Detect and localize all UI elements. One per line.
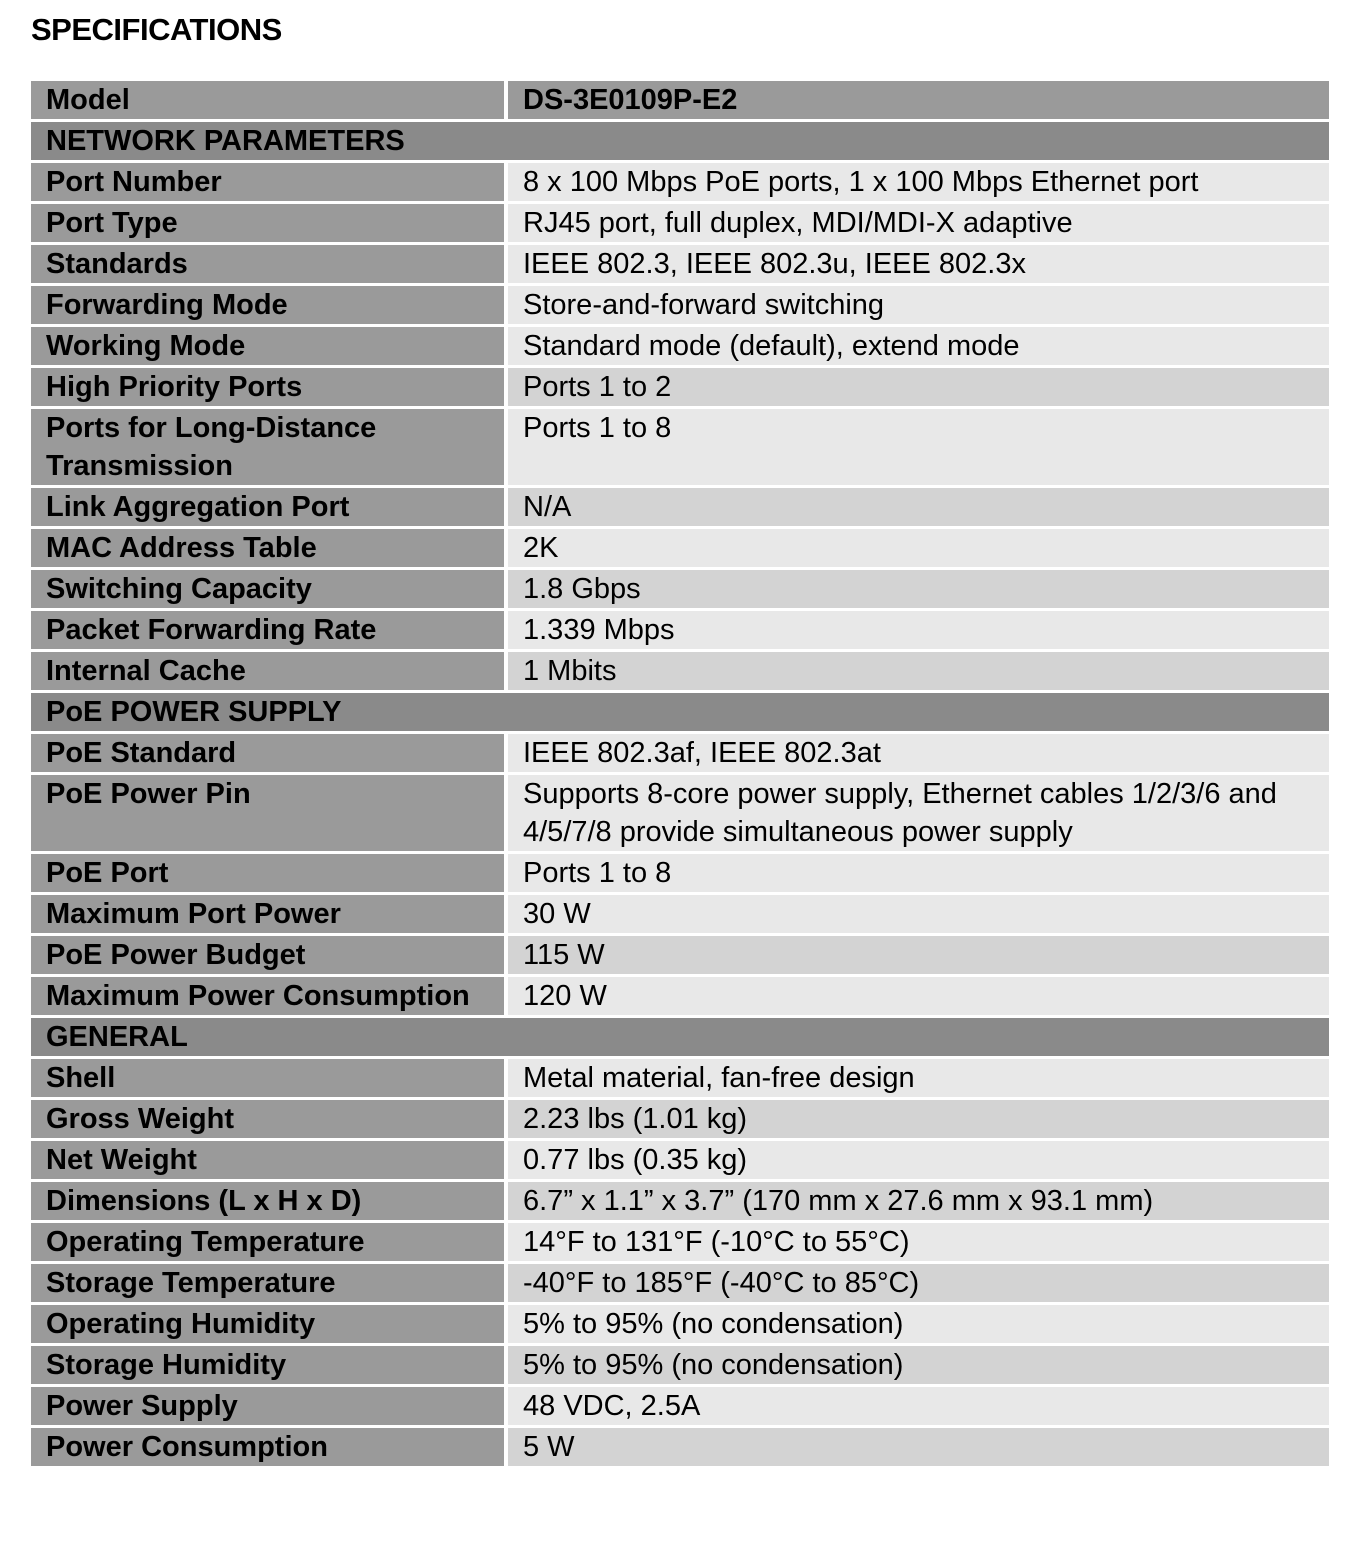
spec-value: -40°F to 185°F (-40°C to 85°C) (506, 1263, 1329, 1304)
spec-value: Supports 8-core power supply, Ethernet cables 1/2/3/6 and 4/5/7/8 provide simultaneous power supply (506, 774, 1329, 853)
table-row (31, 1427, 1329, 1467)
spec-value: Store-and-forward switching (506, 285, 1329, 326)
table-row (31, 976, 1329, 1017)
section-heading-poe (31, 692, 1329, 733)
spec-label: Maximum Port Power (31, 894, 506, 935)
spec-value: N/A (506, 487, 1329, 528)
spec-label: Power Supply (31, 1386, 506, 1427)
spec-value: 115 W (506, 935, 1329, 976)
page-title: SPECIFICATIONS (31, 12, 282, 47)
spec-label: Switching Capacity (31, 569, 506, 610)
table-row (31, 162, 1329, 203)
table-row (31, 487, 1329, 528)
table-row (31, 203, 1329, 244)
table-row (31, 569, 1329, 610)
spec-label: Port Type (31, 203, 506, 244)
table-row (31, 367, 1329, 408)
spec-value: 6.7” x 1.1” x 3.7” (170 mm x 27.6 mm x 93.1 mm) (506, 1181, 1329, 1222)
spec-value: 30 W (506, 894, 1329, 935)
table-row (31, 1181, 1329, 1222)
section-heading: NETWORK PARAMETERS (31, 121, 1329, 162)
spec-label: PoE Power Budget (31, 935, 506, 976)
spec-value: 48 VDC, 2.5A (506, 1386, 1329, 1427)
spec-label: High Priority Ports (31, 367, 506, 408)
spec-value: 0.77 lbs (0.35 kg) (506, 1140, 1329, 1181)
spec-value: 1.8 Gbps (506, 569, 1329, 610)
table-row (31, 1140, 1329, 1181)
spec-value: 5% to 95% (no condensation) (506, 1345, 1329, 1386)
spec-value: 2.23 lbs (1.01 kg) (506, 1099, 1329, 1140)
table-row (31, 1099, 1329, 1140)
model-value: DS-3E0109P-E2 (506, 81, 1329, 121)
spec-value: 1 Mbits (506, 651, 1329, 692)
spec-value: 1.339 Mbps (506, 610, 1329, 651)
spec-label: PoE Standard (31, 733, 506, 774)
spec-value: 5 W (506, 1427, 1329, 1467)
spec-value: 120 W (506, 976, 1329, 1017)
table-row (31, 651, 1329, 692)
spec-label: Working Mode (31, 326, 506, 367)
spec-value: Ports 1 to 2 (506, 367, 1329, 408)
section-heading: PoE POWER SUPPLY (31, 692, 1329, 733)
table-row (31, 774, 1329, 853)
section-heading-network (31, 121, 1329, 162)
table-row (31, 1058, 1329, 1099)
table-row (31, 894, 1329, 935)
table-row (31, 326, 1329, 367)
spec-value: Standard mode (default), extend mode (506, 326, 1329, 367)
table-row (31, 733, 1329, 774)
spec-label: Maximum Power Consumption (31, 976, 506, 1017)
table-row (31, 285, 1329, 326)
table-row (31, 935, 1329, 976)
spec-value: 2K (506, 528, 1329, 569)
spec-label: Standards (31, 244, 506, 285)
spec-label: Net Weight (31, 1140, 506, 1181)
spec-label: Ports for Long-Distance Transmission (31, 408, 506, 487)
table-row (31, 408, 1329, 487)
table-row (31, 244, 1329, 285)
spec-label: Link Aggregation Port (31, 487, 506, 528)
spec-label: Operating Temperature (31, 1222, 506, 1263)
spec-label: PoE Power Pin (31, 774, 506, 853)
section-heading: GENERAL (31, 1017, 1329, 1058)
table-row (31, 528, 1329, 569)
spec-value: Metal material, fan-free design (506, 1058, 1329, 1099)
section-heading-general (31, 1017, 1329, 1058)
table-row (31, 1386, 1329, 1427)
spec-label: Internal Cache (31, 651, 506, 692)
spec-label: Storage Humidity (31, 1345, 506, 1386)
spec-value: 14°F to 131°F (-10°C to 55°C) (506, 1222, 1329, 1263)
model-label: Model (31, 81, 506, 121)
spec-label: Port Number (31, 162, 506, 203)
spec-value: IEEE 802.3, IEEE 802.3u, IEEE 802.3x (506, 244, 1329, 285)
spec-table (31, 81, 1329, 1466)
spec-value: 8 x 100 Mbps PoE ports, 1 x 100 Mbps Ethernet port (506, 162, 1329, 203)
table-row (31, 610, 1329, 651)
spec-label: Shell (31, 1058, 506, 1099)
spec-value: RJ45 port, full duplex, MDI/MDI-X adaptive (506, 203, 1329, 244)
spec-label: Packet Forwarding Rate (31, 610, 506, 651)
spec-label: PoE Port (31, 853, 506, 894)
spec-label: Operating Humidity (31, 1304, 506, 1345)
table-row (31, 1304, 1329, 1345)
table-row (31, 853, 1329, 894)
table-row (31, 1345, 1329, 1386)
spec-label: Dimensions (L x H x D) (31, 1181, 506, 1222)
spec-label: Forwarding Mode (31, 285, 506, 326)
spec-value: Ports 1 to 8 (506, 408, 1329, 487)
table-row (31, 1222, 1329, 1263)
model-row (31, 81, 1329, 121)
table-row (31, 1263, 1329, 1304)
spec-label: Storage Temperature (31, 1263, 506, 1304)
spec-value: 5% to 95% (no condensation) (506, 1304, 1329, 1345)
spec-value: IEEE 802.3af, IEEE 802.3at (506, 733, 1329, 774)
spec-label: MAC Address Table (31, 528, 506, 569)
spec-value: Ports 1 to 8 (506, 853, 1329, 894)
spec-label: Gross Weight (31, 1099, 506, 1140)
spec-label: Power Consumption (31, 1427, 506, 1467)
